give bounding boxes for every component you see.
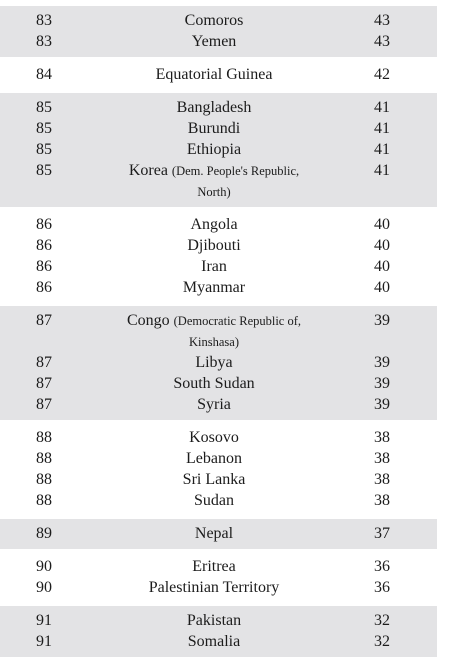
country-name: Comoros xyxy=(184,12,244,29)
country-name: Sri Lanka xyxy=(182,471,246,488)
country-cell xyxy=(94,277,334,298)
rank-group xyxy=(0,93,437,207)
rank-cell: 90 xyxy=(36,579,52,596)
rank-group xyxy=(0,210,437,303)
country-cell xyxy=(94,235,334,256)
country-cell xyxy=(94,427,334,448)
rank-cell: 85 xyxy=(36,120,52,137)
country-cell xyxy=(94,97,334,118)
table-row xyxy=(0,139,437,160)
country-cell xyxy=(94,214,334,235)
rank-cell: 87 xyxy=(36,396,52,413)
country-cell xyxy=(94,373,334,394)
country-name: Nepal xyxy=(194,525,234,542)
rank-cell: 88 xyxy=(36,429,52,446)
rank-cell: 85 xyxy=(36,141,52,158)
country-note-continued: North) xyxy=(197,185,231,199)
country-name: Somalia xyxy=(187,633,241,650)
score-cell: 39 xyxy=(374,354,390,371)
score-cell: 42 xyxy=(374,66,390,83)
table-row xyxy=(0,448,437,469)
table-row xyxy=(0,394,437,415)
country-cell xyxy=(94,160,334,203)
score-cell: 43 xyxy=(374,33,390,50)
country-name: Bangladesh xyxy=(176,99,252,116)
country-name: Congo xyxy=(126,312,170,329)
score-cell: 38 xyxy=(374,429,390,446)
rank-group xyxy=(0,606,437,657)
score-cell: 40 xyxy=(374,216,390,233)
country-note: (Democratic Republic of, xyxy=(173,314,302,328)
table-row xyxy=(0,235,437,256)
table-row xyxy=(0,523,437,544)
country-name: Yemen xyxy=(191,33,237,50)
table-row xyxy=(0,577,437,598)
country-name: Equatorial Guinea xyxy=(155,66,273,83)
rank-cell: 87 xyxy=(36,375,52,392)
table-row xyxy=(0,256,437,277)
score-cell: 40 xyxy=(374,258,390,275)
rank-cell: 87 xyxy=(36,354,52,371)
rank-cell: 91 xyxy=(36,633,52,650)
country-name: South Sudan xyxy=(173,375,255,392)
country-name: Eritrea xyxy=(192,558,236,575)
score-cell: 36 xyxy=(374,558,390,575)
rank-cell: 86 xyxy=(36,237,52,254)
rank-cell: 87 xyxy=(36,312,52,329)
country-name: Burundi xyxy=(187,120,241,137)
rank-cell: 88 xyxy=(36,450,52,467)
country-cell xyxy=(94,256,334,277)
country-cell xyxy=(94,448,334,469)
country-name: Myanmar xyxy=(182,279,246,296)
rank-cell: 85 xyxy=(36,162,52,179)
score-cell: 32 xyxy=(374,612,390,629)
table-row xyxy=(0,10,437,31)
table-row xyxy=(0,373,437,394)
country-name: Sudan xyxy=(194,492,234,509)
country-name: Libya xyxy=(195,354,233,371)
rank-cell: 83 xyxy=(36,12,52,29)
score-cell: 39 xyxy=(374,375,390,392)
score-cell: 39 xyxy=(374,312,390,329)
table-row xyxy=(0,118,437,139)
rank-group xyxy=(0,306,437,420)
country-name: Korea xyxy=(128,162,168,179)
rank-group xyxy=(0,423,437,516)
country-name: Angola xyxy=(190,216,238,233)
rank-cell: 85 xyxy=(36,99,52,116)
table-row xyxy=(0,556,437,577)
country-name: Kosovo xyxy=(189,429,239,446)
score-cell: 41 xyxy=(374,120,390,137)
rank-group xyxy=(0,519,437,549)
score-cell: 41 xyxy=(374,162,390,179)
rank-cell: 88 xyxy=(36,471,52,488)
country-cell xyxy=(94,631,334,652)
rank-cell: 89 xyxy=(36,525,52,542)
country-cell xyxy=(94,10,334,31)
rank-cell: 86 xyxy=(36,216,52,233)
country-name: Palestinian Territory xyxy=(148,579,280,596)
country-cell xyxy=(94,310,334,353)
country-name: Lebanon xyxy=(186,450,242,467)
country-name: Iran xyxy=(201,258,227,275)
rank-group xyxy=(0,60,437,90)
table-row xyxy=(0,64,437,85)
table-row xyxy=(0,277,437,298)
score-cell: 41 xyxy=(374,141,390,158)
country-cell xyxy=(94,118,334,139)
table-row xyxy=(0,610,437,631)
score-cell: 37 xyxy=(374,525,390,542)
country-name: Syria xyxy=(197,396,231,413)
score-cell: 40 xyxy=(374,237,390,254)
country-cell xyxy=(94,469,334,490)
table-row xyxy=(0,352,437,373)
country-note-continued: Kinshasa) xyxy=(189,335,239,349)
country-name: Ethiopia xyxy=(186,141,242,158)
table-row xyxy=(0,310,437,352)
country-cell xyxy=(94,64,334,85)
rank-cell: 83 xyxy=(36,33,52,50)
score-cell: 41 xyxy=(374,99,390,116)
table-row xyxy=(0,31,437,52)
rank-group xyxy=(0,6,437,57)
country-cell xyxy=(94,523,334,544)
table-row xyxy=(0,160,437,202)
rank-cell: 91 xyxy=(36,612,52,629)
score-cell: 39 xyxy=(374,396,390,413)
score-cell: 38 xyxy=(374,450,390,467)
table-row xyxy=(0,490,437,511)
table-row xyxy=(0,214,437,235)
score-cell: 36 xyxy=(374,579,390,596)
rank-cell: 86 xyxy=(36,258,52,275)
country-cell xyxy=(94,556,334,577)
rank-cell: 84 xyxy=(36,66,52,83)
country-cell xyxy=(94,352,334,373)
score-cell: 40 xyxy=(374,279,390,296)
table-row xyxy=(0,469,437,490)
rank-cell: 86 xyxy=(36,279,52,296)
rank-cell: 88 xyxy=(36,492,52,509)
rank-cell: 90 xyxy=(36,558,52,575)
score-cell: 43 xyxy=(374,12,390,29)
country-name: Djibouti xyxy=(187,237,241,254)
country-cell xyxy=(94,31,334,52)
country-cell xyxy=(94,394,334,415)
table-row xyxy=(0,631,437,652)
score-cell: 38 xyxy=(374,492,390,509)
score-cell: 38 xyxy=(374,471,390,488)
country-cell xyxy=(94,610,334,631)
country-cell xyxy=(94,577,334,598)
country-cell xyxy=(94,139,334,160)
country-cell xyxy=(94,490,334,511)
country-note: (Dem. People's Republic, xyxy=(171,164,300,178)
country-name: Pakistan xyxy=(186,612,242,629)
rank-group xyxy=(0,552,437,603)
table-row xyxy=(0,427,437,448)
score-cell: 32 xyxy=(374,633,390,650)
table-row xyxy=(0,97,437,118)
